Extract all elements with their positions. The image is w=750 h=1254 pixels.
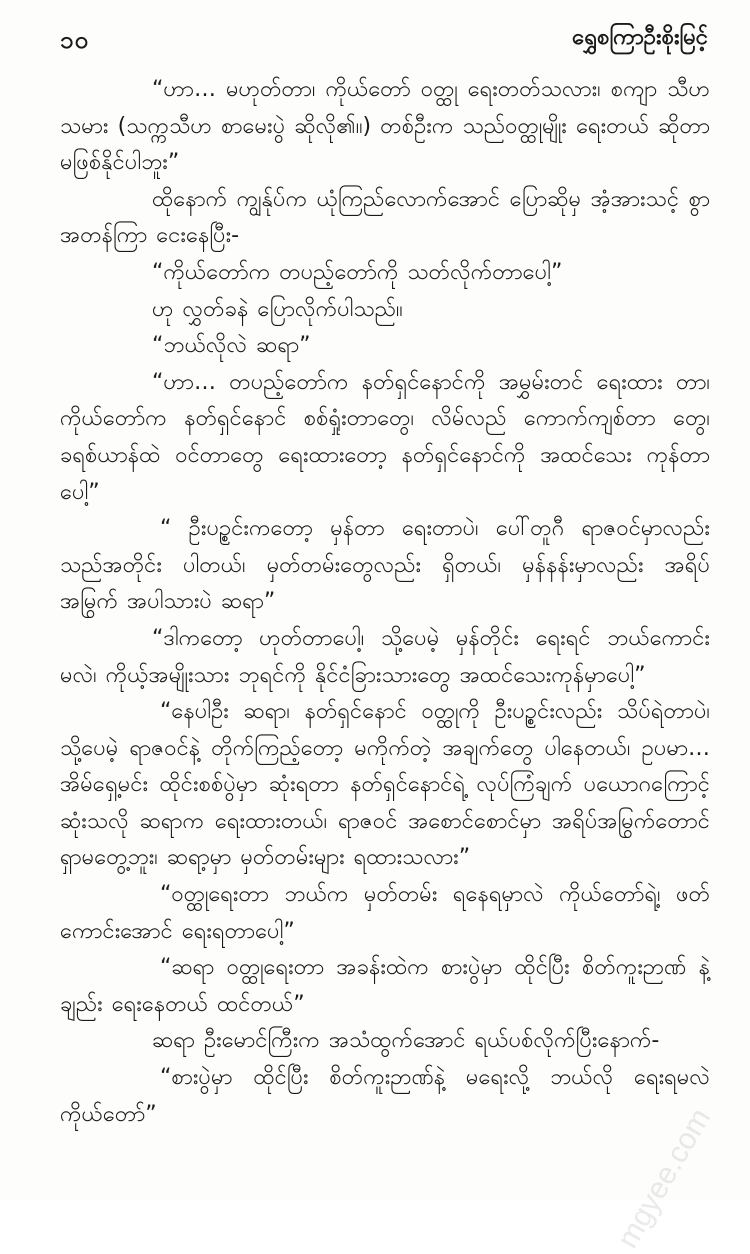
paragraph-10: “ဝတ္ထုရေးတာ ဘယ်က မှတ်တမ်း ရနေရမှာလဲ ကိုယ်တော်ရဲ့၊ ဖတ် ကောင်းအောင် ရေးရတာပေါ့” <box>60 882 710 944</box>
paragraph-4: ဟု လွှတ်ခနဲ ပြောလိုက်ပါသည်။ <box>152 296 403 322</box>
paragraph-11: “ဆရာ ဝတ္ထုရေးတာ အခန်းထဲက စားပွဲမှာ ထိုင်ပြီး စိတ်ကူးဉာဏ် နဲ့ချည်း ရေးနေတယ် ထင်တယ်” <box>60 955 710 1017</box>
paragraph-8: “ဒါကတော့ ဟုတ်တာပေါ့၊ သို့ပေမဲ့ မှန်တိုင်း ရေးရင် ဘယ်ကောင်း မလဲ၊ ကိုယ့်အမျိုးသား ဘုရင်ကို နိုင်ငံခြားသားတွေ အထင်သေးကုန်မှာပေါ့” <box>60 625 710 688</box>
paragraph-12: ဆရာ ဦးမောင်ကြီးက အသံထွက်အောင် ရယ်ပစ်လိုက်ပြီးနောက်- <box>152 1028 660 1054</box>
page-header <box>60 20 708 60</box>
paragraph-3: “ကိုယ်တော်က တပည့်တော်ကို သတ်လိုက်တာပေါ့” <box>152 259 563 285</box>
paragraph-13: “စားပွဲမှာ ထိုင်ပြီး စိတ်ကူးဉာဏ်နဲ့ မရေးလို့ ဘယ်လို ရေးရမလဲ ကိုယ်တော်” <box>60 1065 710 1127</box>
paragraph-9: “နေပါဦး ဆရာ၊ နတ်ရှင်နောင် ဝတ္ထုကို ဦးပဥ္စင်းလည်း သိပ်ရဲတာပဲ၊ သို့ပေမဲ့ ရာဇဝင်နဲ့ တိုက်ကြည့်တော့ မကိုက်တဲ့ အချက်တွေ ပါနေတယ်၊ ဥပမာ… အိမ်ရှေ့မင်း ထိုင်းစစ်ပွဲမှာ ဆုံးရတာ နတ်ရှင်နောင်ရဲ့ လုပ်ကြံချက် ပယောဂကြောင့် ဆုံးသလို ဆရာက ရေးထားတယ်၊ ရာဇဝင် အစောင်စောင်မှာ အရိပ်အမြွက်တောင် ရှာမတွေ့ဘူး၊ ဆရာ့မှာ မှတ်တမ်းများ ရထားသလား” <box>60 699 710 871</box>
running-title: ရွှေစကြာဦးစိုးမြင့် <box>572 25 708 50</box>
watermark: mgyee.com <box>611 1103 718 1254</box>
paragraph-5: “ဘယ်လိုလဲ ဆရာ” <box>152 333 311 359</box>
body-text <box>60 72 710 1133</box>
paragraph-2: ထိုနောက် ကျွန်ုပ်က ယုံကြည်လောက်အောင် ပြောဆိုမှ အံ့အားသင့် စွာ အတန်ကြာ ငေးနေပြီး- <box>60 186 710 249</box>
paragraph-7: “ ဦးပဥ္စင်းကတော့ မှန်တာ ရေးတာပဲ၊ ပေါ်တူဂီ ရာဇဝင်မှာလည်း သည်အတိုင်း ပါတယ်၊ မှတ်တမ်းတွေလည်း ရှိတယ်၊ မှန်နန်းမှာလည်း အရိပ် အမြွက် အပါသားပဲ ဆရာ” <box>60 516 710 615</box>
paragraph-1: “ဟာ… မဟုတ်တာ၊ ကိုယ်တော် ဝတ္ထု ရေးတတ်သလား၊ စကျာ သီဟသမား (သက္ကသီဟ စာမေးပွဲ ဆိုလို၏။) တစ်ဦးက သည်ဝတ္ထုမျိုး ရေးတယ် ဆိုတာ မဖြစ်နိုင်ပါဘူး” <box>60 77 710 176</box>
paragraph-6: “ဟာ… တပည့်တော်က နတ်ရှင်နောင်ကို အမွှမ်းတင် ရေးထား တာ၊ ကိုယ်တော်က နတ်ရှင်နောင် စစ်ရှုံးတာတွေ၊ လိမ်လည် ကောက်ကျစ်တာ တွေ၊ ခရစ်ယာန်ထဲ ဝင်တာတွေ ရေးထားတော့ နတ်ရှင်နောင်ကို အထင်သေး ကုန်တာပေါ့” <box>60 369 710 505</box>
page-number: ၁၀ <box>60 26 89 54</box>
